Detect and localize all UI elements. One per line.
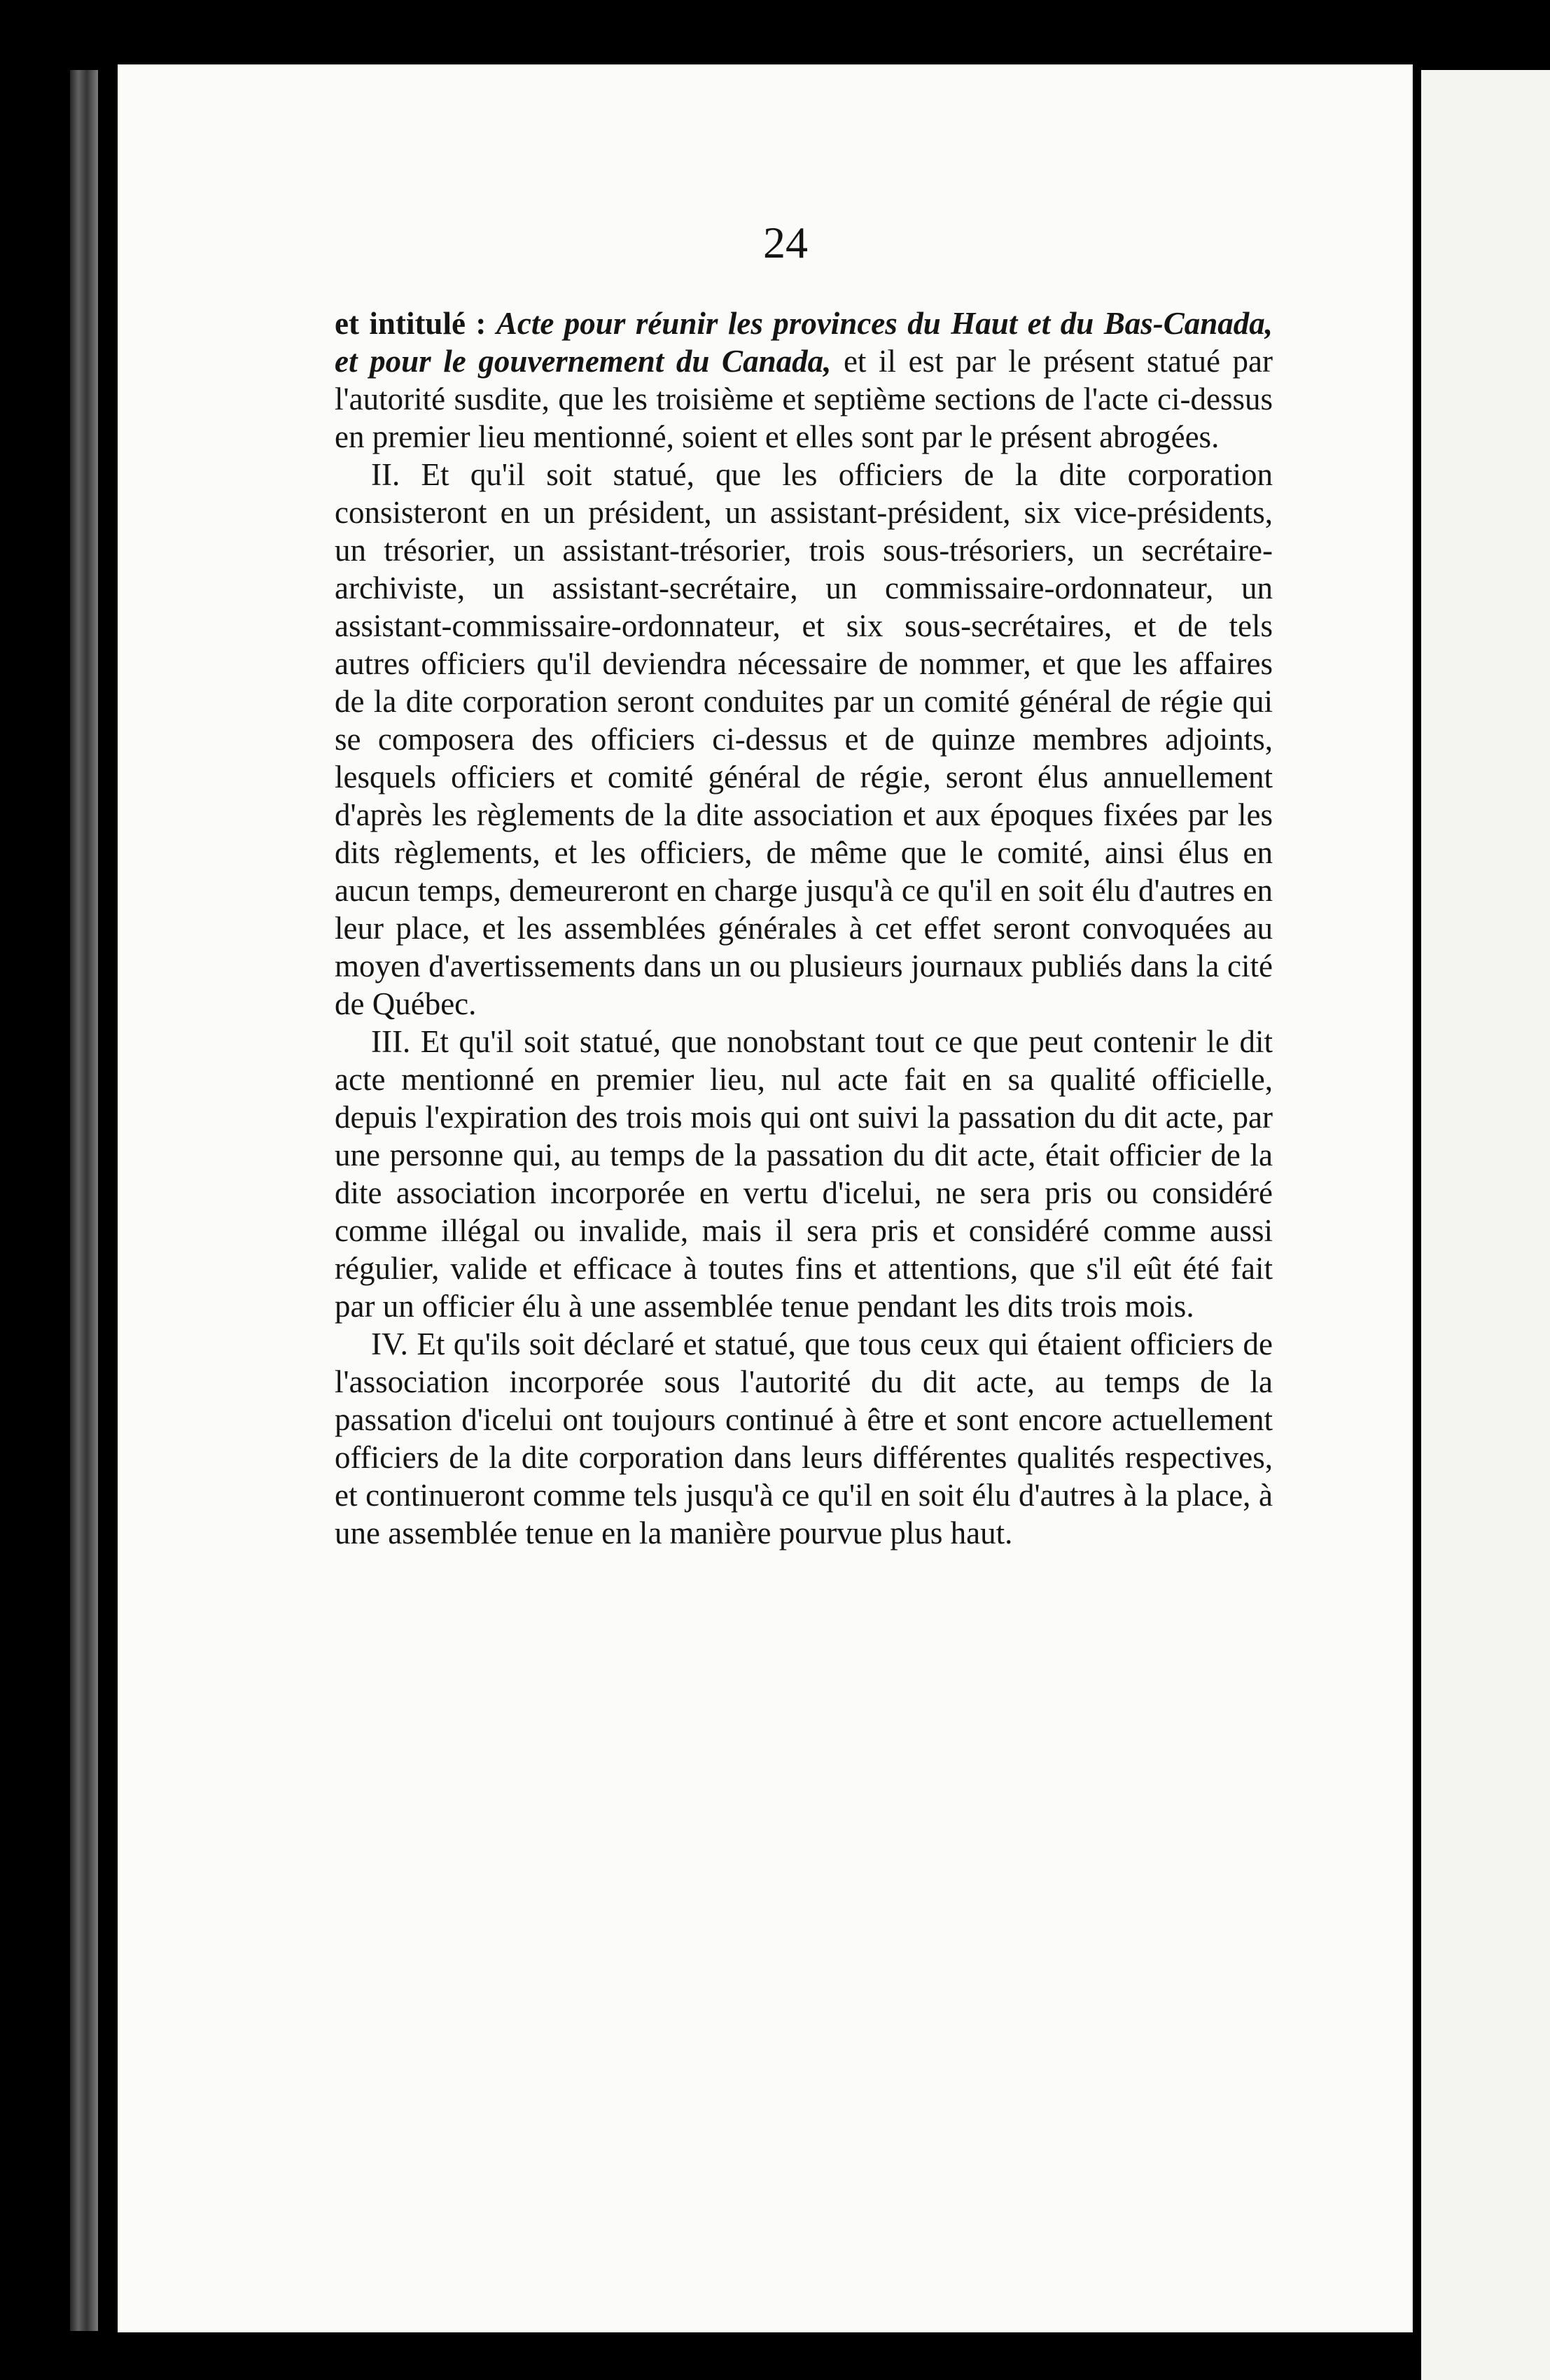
page-body (335, 304, 1273, 1552)
book-spine-edge (70, 70, 98, 2331)
act-title: Acte pour réunir les provinces du Haut et du Bas-Canada, et pour le gouvernement du Canada, (335, 306, 1273, 379)
section-iv: IV. Et qu'ils soit déclaré et statué, que tous ceux qui étaient officiers de l'association incorporée sous l'autorité du dit acte, au temps de la passation d'icelui ont toujours continué à être et sont encore actuellement officiers de la dite corporation dans leurs différentes qualités respectives, et continueront comme tels jusqu'à ce qu'il en soit élu d'autres à la place, à une assemblée tenue en la manière pourvue plus haut. (335, 1326, 1273, 1550)
paragraph-continuation (335, 304, 1273, 456)
section-iii: III. Et qu'il soit statué, que nonobstant tout ce que peut contenir le dit acte mentionné en premier lieu, nul acte fait en sa qualité officielle, depuis l'expiration des trois mois qui ont suivi la passation du dit acte, par une personne qui, au temps de la passation du dit acte, était officier de la dite association incorporée en vertu d'icelui, ne sera pris ou considéré comme illégal ou invalide, mais il sera pris et considéré comme aussi régulier, valide et efficace à toutes fins et attentions, que s'il eût été fait par un officier élu à une assemblée tenue pendant les dits trois mois. (335, 1024, 1273, 1324)
paragraph-prefix: et intitulé : (335, 306, 496, 341)
page-number: 24 (763, 218, 808, 267)
adjacent-page-edge (1421, 70, 1550, 2380)
paragraph-text: et il est par le présent statué par l'autorité susdite, que les troisième et septième sections de l'acte ci-dessus en premier lieu mentionné, soient et elles sont par le présent abrogées. (335, 344, 1273, 454)
section-ii: II. Et qu'il soit statué, que les officiers de la dite corporation consisteront en un président, un assistant-président, six vice-présidents, un trésorier, un assistant-trésorier, trois sous-trésoriers, un secrétaire-archiviste, un assistant-secrétaire, un commissaire-ordonnateur, un assistant-commissaire-ordonnateur, et six sous-secrétaires, et de tels autres officiers qu'il deviendra nécessaire de nommer, et que les affaires de la dite corporation seront conduites par un comité général de régie qui se composera des officiers ci-dessus et de quinze membres adjoints, lesquels officiers et comité général de régie, seront élus annuellement d'après les règlements de la dite association et aux époques fixées par les dits règlements, et les officiers, de même que le comité, ainsi élus en aucun temps, demeureront en charge jusqu'à ce qu'il en soit élu d'autres en leur place, et les assemblées générales à cet effet seront convoquées au moyen d'avertissements dans un ou plusieurs journaux publiés dans la cité de Québec. (335, 457, 1273, 1021)
